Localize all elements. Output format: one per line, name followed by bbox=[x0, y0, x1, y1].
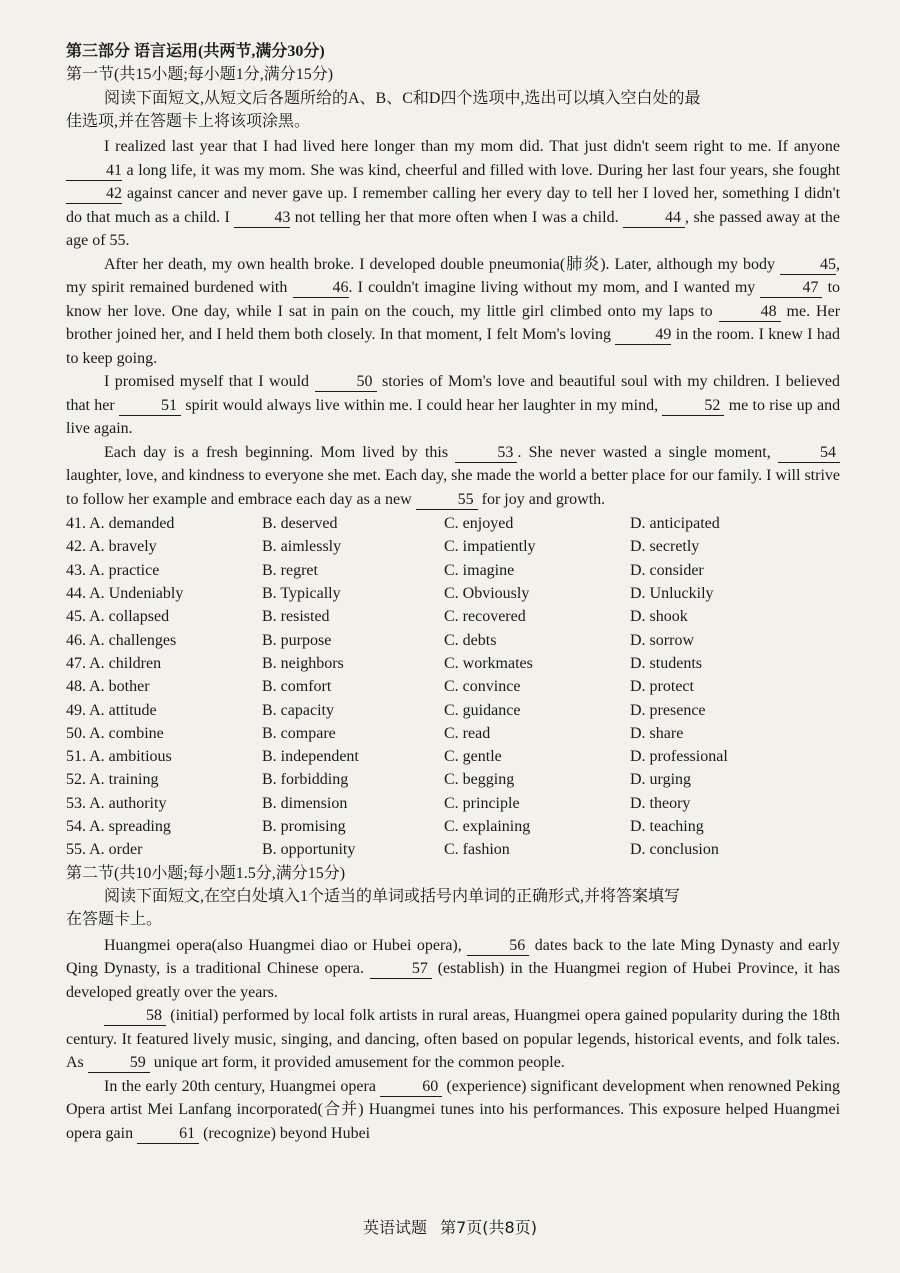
blank-52[interactable]: 52 bbox=[662, 397, 724, 416]
option-d[interactable]: D. secretly bbox=[630, 538, 700, 556]
blank-44[interactable]: 44 bbox=[623, 209, 685, 228]
passage2-paragraph1: Huangmei opera(also Huangmei diao or Hubei opera), 56 dates back to the late Ming Dynasty and early Qing Dynasty, is a traditional Chinese opera. 57 (establish) in the Huangmei region of Hubei Province, it has developed greatly over the years. bbox=[66, 936, 841, 1001]
blank-58[interactable]: 58 bbox=[104, 1007, 166, 1026]
option-a[interactable]: 48. A. bother bbox=[66, 678, 150, 696]
option-a[interactable]: 44. A. Undeniably bbox=[66, 585, 184, 603]
blank-51[interactable]: 51 bbox=[119, 397, 181, 416]
option-d[interactable]: D. sorrow bbox=[630, 631, 694, 649]
option-c[interactable]: C. fashion bbox=[444, 841, 510, 859]
option-row-46 bbox=[66, 629, 840, 652]
option-b[interactable]: B. forbidding bbox=[262, 771, 349, 789]
section2-instruction-line2: 在答题卡上。 bbox=[66, 911, 163, 929]
option-d[interactable]: D. urging bbox=[630, 771, 692, 789]
section1-instruction-line1: 阅读下面短文,从短文后各题所给的A、B、C和D四个选项中,选出可以填入空白处的最 bbox=[104, 89, 701, 107]
option-d[interactable]: D. anticipated bbox=[630, 515, 720, 533]
option-d[interactable]: D. conclusion bbox=[630, 841, 719, 859]
option-row-41 bbox=[66, 512, 840, 535]
option-b[interactable]: B. capacity bbox=[262, 701, 334, 719]
option-c[interactable]: C. workmates bbox=[444, 654, 533, 672]
blank-60[interactable]: 60 bbox=[380, 1078, 442, 1097]
passage1-paragraph3: I promised myself that I would 50 stories of Mom's love and beautiful soul with my children. I believed that her 51 spirit would always live within me. I could hear her laughter in my mind, 52 me to rise up and live again. bbox=[66, 373, 841, 438]
option-c[interactable]: C. debts bbox=[444, 631, 497, 649]
passage1-paragraph2: After her death, my own health broke. I developed double pneumonia(肺炎). Later, although my body 45, my spirit remained burdened with 46. I couldn't imagine living without my mom, and I wanted my 47 to know her love. One day, while I sat in pain on the couch, my little girl climbed onto my laps to 48 me. Her brother joined her, and I held them both closely. In that moment, I felt Mom's loving 49 in the room. I knew I had to keep going. bbox=[66, 255, 841, 367]
option-a[interactable]: 54. A. spreading bbox=[66, 818, 171, 836]
section1-title: 第一节(共15小题;每小题1分,满分15分) bbox=[66, 66, 334, 84]
option-a[interactable]: 43. A. practice bbox=[66, 561, 160, 579]
blank-53[interactable]: 53 bbox=[455, 444, 517, 463]
footer-page-number: 第7页(共8页) bbox=[440, 1218, 537, 1237]
option-row-44 bbox=[66, 582, 840, 605]
option-c[interactable]: C. guidance bbox=[444, 701, 521, 719]
blank-46[interactable]: 46 bbox=[293, 279, 349, 298]
page-footer bbox=[0, 1215, 900, 1238]
blank-61[interactable]: 61 bbox=[137, 1125, 199, 1144]
blank-43[interactable]: 43 bbox=[234, 209, 290, 228]
blank-56[interactable]: 56 bbox=[467, 937, 529, 956]
option-b[interactable]: B. independent bbox=[262, 748, 359, 766]
option-b[interactable]: B. regret bbox=[262, 561, 318, 579]
option-c[interactable]: C. enjoyed bbox=[444, 515, 514, 533]
option-c[interactable]: C. gentle bbox=[444, 748, 502, 766]
option-c[interactable]: C. principle bbox=[444, 794, 520, 812]
option-row-52 bbox=[66, 768, 840, 791]
option-d[interactable]: D. protect bbox=[630, 678, 694, 696]
option-a[interactable]: 50. A. combine bbox=[66, 724, 164, 742]
option-c[interactable]: C. recovered bbox=[444, 608, 526, 626]
option-c[interactable]: C. convince bbox=[444, 678, 521, 696]
answer-options bbox=[66, 512, 840, 861]
option-b[interactable]: B. opportunity bbox=[262, 841, 356, 859]
option-b[interactable]: B. resisted bbox=[262, 608, 330, 626]
option-c[interactable]: C. impatiently bbox=[444, 538, 536, 556]
section1-instruction-line2: 佳选项,并在答题卡上将该项涂黑。 bbox=[66, 112, 311, 130]
option-b[interactable]: B. neighbors bbox=[262, 654, 344, 672]
option-row-54 bbox=[66, 815, 840, 838]
exam-page bbox=[66, 40, 840, 1145]
section2-title: 第二节(共10小题;每小题1.5分,满分15分) bbox=[66, 864, 346, 882]
option-a[interactable]: 47. A. children bbox=[66, 654, 162, 672]
option-b[interactable]: B. deserved bbox=[262, 515, 338, 533]
option-row-43 bbox=[66, 559, 840, 582]
blank-54[interactable]: 54 bbox=[778, 444, 840, 463]
blank-59[interactable]: 59 bbox=[88, 1054, 150, 1073]
option-c[interactable]: C. read bbox=[444, 724, 491, 742]
blank-47[interactable]: 47 bbox=[760, 279, 822, 298]
option-a[interactable]: 42. A. bravely bbox=[66, 538, 157, 556]
blank-55[interactable]: 55 bbox=[416, 491, 478, 510]
option-b[interactable]: B. promising bbox=[262, 818, 346, 836]
option-b[interactable]: B. Typically bbox=[262, 585, 341, 603]
blank-50[interactable]: 50 bbox=[315, 373, 377, 392]
option-row-49 bbox=[66, 699, 840, 722]
footer-subject: 英语试题 bbox=[363, 1218, 428, 1237]
option-c[interactable]: C. imagine bbox=[444, 561, 515, 579]
blank-41[interactable]: 41 bbox=[66, 162, 122, 181]
option-a[interactable]: 41. A. demanded bbox=[66, 515, 175, 533]
option-a[interactable]: 52. A. training bbox=[66, 771, 159, 789]
option-row-53 bbox=[66, 792, 840, 815]
option-b[interactable]: B. aimlessly bbox=[262, 538, 342, 556]
option-c[interactable]: C. begging bbox=[444, 771, 515, 789]
option-b[interactable]: B. comfort bbox=[262, 678, 332, 696]
passage2-paragraph3: In the early 20th century, Huangmei opera 60 (experience) significant development when renowned Peking Opera artist Mei Lanfang incorporated(合并) Huangmei tunes into his performances. This exposure helped Huangmei opera gain 61 (recognize) beyond Hubei bbox=[66, 1077, 841, 1142]
option-row-50 bbox=[66, 722, 840, 745]
option-row-45 bbox=[66, 605, 840, 628]
part-title: 第三部分 语言运用(共两节,满分30分) bbox=[66, 43, 325, 60]
option-d[interactable]: D. students bbox=[630, 654, 702, 672]
option-row-47 bbox=[66, 652, 840, 675]
option-d[interactable]: D. consider bbox=[630, 561, 704, 579]
option-d[interactable]: D. professional bbox=[630, 748, 728, 766]
option-row-51 bbox=[66, 745, 840, 768]
blank-42[interactable]: 42 bbox=[66, 185, 122, 204]
blank-45[interactable]: 45 bbox=[780, 256, 836, 275]
option-a[interactable]: 55. A. order bbox=[66, 841, 143, 859]
option-b[interactable]: B. dimension bbox=[262, 794, 348, 812]
option-c[interactable]: C. Obviously bbox=[444, 585, 530, 603]
option-row-55 bbox=[66, 838, 840, 861]
option-a[interactable]: 49. A. attitude bbox=[66, 701, 157, 719]
option-b[interactable]: B. compare bbox=[262, 724, 336, 742]
passage1-paragraph4: Each day is a fresh beginning. Mom lived by this 53 . She never wasted a single moment, 54 laughter, love, and kindness to everyone she met. Each day, she made the world a better place for our family. I will strive to follow her example and embrace each day as a new 55 for joy and growth. bbox=[66, 443, 840, 508]
blank-48[interactable]: 48 bbox=[719, 303, 781, 322]
option-d[interactable]: D. Unluckily bbox=[630, 585, 714, 603]
option-c[interactable]: C. explaining bbox=[444, 818, 531, 836]
option-d[interactable]: D. shook bbox=[630, 608, 688, 626]
passage2-paragraph2: 58 (initial) performed by local folk artists in rural areas, Huangmei opera gained popularity during the 18th century. It featured lively music, singing, and dancing, often based on popular legends, historical events, and folk tales. As 59 unique art form, it provided amusement for the common people. bbox=[66, 1007, 841, 1072]
section2-instruction-line1: 阅读下面短文,在空白处填入1个适当的单词或括号内单词的正确形式,并将答案填写 bbox=[104, 887, 681, 905]
option-b[interactable]: B. purpose bbox=[262, 631, 332, 649]
blank-49[interactable]: 49 bbox=[615, 326, 671, 345]
blank-57[interactable]: 57 bbox=[370, 960, 432, 979]
option-a[interactable]: 45. A. collapsed bbox=[66, 608, 170, 626]
option-row-48 bbox=[66, 675, 840, 698]
option-row-42 bbox=[66, 535, 840, 558]
option-d[interactable]: D. theory bbox=[630, 794, 691, 812]
option-d[interactable]: D. share bbox=[630, 724, 684, 742]
passage1-paragraph1: I realized last year that I had lived here longer than my mom did. That just didn't seem right to me. If anyone 41 a long life, it was my mom. She was kind, cheerful and filled with love. During her last four years, she fought 42 against cancer and never gave up. I remember calling her every day to tell her I loved her, something I didn't do that much as a child. I 43 not telling her that more often when I was a child. 44 , she passed away at the age of 55. bbox=[66, 138, 841, 250]
option-a[interactable]: 53. A. authority bbox=[66, 794, 167, 812]
option-d[interactable]: D. teaching bbox=[630, 818, 704, 836]
option-a[interactable]: 46. A. challenges bbox=[66, 631, 177, 649]
option-a[interactable]: 51. A. ambitious bbox=[66, 748, 172, 766]
option-d[interactable]: D. presence bbox=[630, 701, 706, 719]
